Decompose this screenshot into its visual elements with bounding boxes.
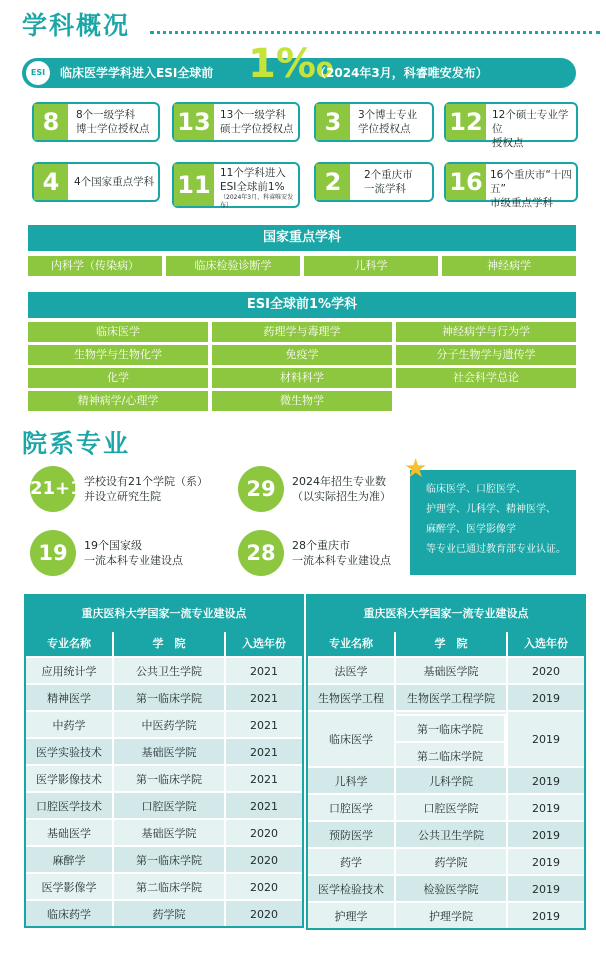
national-key-header: 国家重点学科 <box>28 225 576 251</box>
cell: 口腔医学 <box>308 793 396 820</box>
cell: 药学 <box>308 847 396 874</box>
table-row <box>308 874 584 901</box>
title-divider <box>150 31 600 34</box>
cell: 2019 <box>508 820 584 847</box>
table-row <box>308 847 584 874</box>
dept-stat-text <box>84 538 183 568</box>
accreditation-box <box>410 470 576 575</box>
departments-title-text: 院系专业 <box>22 429 131 458</box>
stat-number: 4 <box>34 164 68 200</box>
cell: 应用统计学 <box>26 656 114 683</box>
stat-number: 11 <box>174 164 214 206</box>
table-row <box>26 791 302 818</box>
esi-top-item: 材料科学 <box>212 368 392 388</box>
cell: 医学实验技术 <box>26 737 114 764</box>
dept-stat-number: 28 <box>238 530 284 576</box>
table-row <box>308 820 584 847</box>
table-title: 重庆医科大学国家一流专业建设点 <box>26 596 302 632</box>
cell: 检验医学院 <box>396 874 508 901</box>
cell: 基础医学院 <box>396 656 508 683</box>
table-row <box>308 656 584 683</box>
cell-line: 第一临床学院 <box>396 714 506 741</box>
stat-text <box>76 108 150 136</box>
cell: 法医学 <box>308 656 396 683</box>
dept-stat-line1: 28个重庆市 <box>292 539 350 552</box>
cell: 2019 <box>508 847 584 874</box>
esi-top-item: 化学 <box>28 368 208 388</box>
overview-title-text: 学科概况 <box>22 11 131 40</box>
accreditation-line: 临床医学、口腔医学、 <box>426 484 526 495</box>
table-title: 重庆医科大学国家一流专业建设点 <box>308 596 584 632</box>
cell: 2019 <box>508 793 584 820</box>
header-cell: 学 院 <box>114 632 226 656</box>
cell: 儿科学 <box>308 766 396 793</box>
stat-text <box>490 168 576 210</box>
cell: 预防医学 <box>308 820 396 847</box>
esi-top-header: ESI全球前1%学科 <box>28 292 576 318</box>
cell: 2019 <box>508 766 584 793</box>
cell: 2020 <box>508 656 584 683</box>
stat-card <box>314 102 434 142</box>
table-row <box>26 818 302 845</box>
stat-line2: ESI全球前1% <box>220 181 285 193</box>
stat-line2: 市级重点学科 <box>490 197 553 209</box>
national-key-item: 神经病学 <box>442 256 576 276</box>
cell: 2019 <box>508 683 584 710</box>
table-row <box>26 899 302 926</box>
stat-card <box>172 102 300 142</box>
cell: 医学影像学 <box>26 872 114 899</box>
cell: 第一临床学院 <box>114 764 226 791</box>
cell: 公共卫生学院 <box>396 820 508 847</box>
esi-banner <box>22 41 576 88</box>
stat-number: 3 <box>316 104 350 140</box>
table-row <box>26 872 302 899</box>
esi-logo-icon: ESI <box>26 61 50 85</box>
cell: 2019 <box>508 710 584 766</box>
cell: 生物医学工程学院 <box>396 683 508 710</box>
table-row <box>308 683 584 710</box>
stat-text <box>220 166 298 210</box>
cell: 第一临床学院 <box>114 683 226 710</box>
cell-line: 第二临床学院 <box>396 741 506 768</box>
dept-stat-line1: 2024年招生专业数 <box>292 475 386 488</box>
dept-stat-number: 21+1 <box>30 466 76 512</box>
cell: 基础医学院 <box>114 818 226 845</box>
table-header <box>308 632 584 656</box>
stat-number: 2 <box>316 164 350 200</box>
esi-top-item: 精神病学/心理学 <box>28 391 208 411</box>
table-row <box>308 766 584 793</box>
cell: 2019 <box>508 901 584 928</box>
cell: 2021 <box>226 710 302 737</box>
cell: 2021 <box>226 656 302 683</box>
cell: 口腔医学院 <box>396 793 508 820</box>
cell: 2021 <box>226 791 302 818</box>
cell: 公共卫生学院 <box>114 656 226 683</box>
program-table-right <box>306 594 586 930</box>
cell: 麻醉学 <box>26 845 114 872</box>
esi-top-item: 分子生物学与遗传学 <box>396 345 576 365</box>
table-row <box>26 656 302 683</box>
dept-stat-text <box>84 474 208 504</box>
table-body <box>308 656 584 928</box>
cell: 口腔医学技术 <box>26 791 114 818</box>
cell: 生物医学工程 <box>308 683 396 710</box>
cell: 医学影像技术 <box>26 764 114 791</box>
cell: 第二临床学院 <box>114 872 226 899</box>
stat-card <box>32 162 160 202</box>
esi-lead-text: 临床医学学科进入ESI全球前 <box>60 66 214 80</box>
header-cell: 入选年份 <box>508 632 584 656</box>
cell: 2021 <box>226 683 302 710</box>
stat-line2: 硕士学位授权点 <box>220 123 294 135</box>
dept-stat-text <box>292 538 391 568</box>
accreditation-line: 等专业已通过教育部专业认证。 <box>426 544 566 555</box>
cell: 药学院 <box>396 847 508 874</box>
stat-line2: 一流学科 <box>364 183 406 195</box>
cell: 基础医学 <box>26 818 114 845</box>
dept-stat-line2: 一流本科专业建设点 <box>84 554 183 567</box>
cell: 中医药学院 <box>114 710 226 737</box>
table-row <box>26 737 302 764</box>
stat-line2: 博士学位授权点 <box>76 123 150 135</box>
stat-line1: 13个一级学科 <box>220 109 286 121</box>
dept-stat-number: 29 <box>238 466 284 512</box>
cell: 护理学 <box>308 901 396 928</box>
stat-text <box>358 108 417 136</box>
stat-line1: 8个一级学科 <box>76 109 136 121</box>
dept-stat-line1: 学校设有21个学院（系） <box>84 475 208 488</box>
esi-top-item: 免疫学 <box>212 345 392 365</box>
stat-card <box>32 102 160 142</box>
cell: 口腔医学院 <box>114 791 226 818</box>
table-header <box>26 632 302 656</box>
cell: 2020 <box>226 872 302 899</box>
table-row <box>308 901 584 928</box>
cell: 医学检验技术 <box>308 874 396 901</box>
stat-line1: 11个学科进入 <box>220 167 286 179</box>
accreditation-line: 麻醉学、医学影像学 <box>426 524 516 535</box>
stat-line2: 学位授权点 <box>358 123 411 135</box>
departments-section-title <box>22 424 130 460</box>
esi-top-item: 神经病学与行为学 <box>396 322 576 342</box>
dept-stat-line2: （以实际招生为准） <box>292 490 391 503</box>
table-row <box>26 710 302 737</box>
cell: 2021 <box>226 737 302 764</box>
header-cell: 学 院 <box>396 632 508 656</box>
stat-line1: 4个国家重点学科 <box>74 176 155 188</box>
overview-section-title <box>22 6 130 42</box>
stat-line1: 16个重庆市“十四五” <box>490 169 572 195</box>
header-cell: 专业名称 <box>308 632 396 656</box>
header-cell: 专业名称 <box>26 632 114 656</box>
dept-stat-line2: 并设立研究生院 <box>84 490 161 503</box>
stat-text <box>492 108 576 150</box>
esi-note: （2024年3月，科睿唯安发布） <box>314 66 488 80</box>
stat-line1: 3个博士专业 <box>358 109 418 121</box>
cell: 2020 <box>226 899 302 926</box>
stat-number: 8 <box>34 104 68 140</box>
cell: 第一临床学院 <box>114 845 226 872</box>
cell: 精神医学 <box>26 683 114 710</box>
dept-stat-line2: 一流本科专业建设点 <box>292 554 391 567</box>
stat-text <box>364 168 413 196</box>
stat-number: 13 <box>174 104 214 140</box>
cell: 护理学院 <box>396 901 508 928</box>
esi-top-item: 社会科学总论 <box>396 368 576 388</box>
stat-text <box>74 175 154 189</box>
national-key-item: 儿科学 <box>304 256 438 276</box>
accreditation-line: 护理学、儿科学、精神医学、 <box>426 504 556 515</box>
esi-top-item: 微生物学 <box>212 391 392 411</box>
stat-line2: 授权点 <box>492 137 524 149</box>
national-key-item: 内科学（传染病） <box>28 256 162 276</box>
cell: 基础医学院 <box>114 737 226 764</box>
table-body <box>26 656 302 926</box>
stat-text <box>220 108 294 136</box>
esi-top-item: 生物学与生物化学 <box>28 345 208 365</box>
header-cell: 入选年份 <box>226 632 302 656</box>
table-row <box>308 793 584 820</box>
cell: 2020 <box>226 845 302 872</box>
stat-number: 12 <box>446 104 486 140</box>
cell: 药学院 <box>114 899 226 926</box>
cell <box>396 710 508 766</box>
program-table-left <box>24 594 304 928</box>
table-row <box>26 764 302 791</box>
cell: 中药学 <box>26 710 114 737</box>
national-key-item: 临床检验诊断学 <box>166 256 300 276</box>
star-icon: ★ <box>404 454 428 484</box>
dept-stat-number: 19 <box>30 530 76 576</box>
stat-card <box>172 162 300 208</box>
stat-card <box>444 102 578 149</box>
dept-stat-line1: 19个国家级 <box>84 539 142 552</box>
table-row <box>308 710 584 766</box>
stat-card <box>314 162 434 202</box>
esi-top-item: 临床医学 <box>28 322 208 342</box>
stat-line1: 12个硕士专业学位 <box>492 109 569 135</box>
dept-stat-text <box>292 474 391 504</box>
stat-footnote: （2024年3月，科睿唯安发布） <box>220 194 294 209</box>
esi-per-mille: 1‰ <box>248 41 334 87</box>
cell: 2019 <box>508 874 584 901</box>
cell: 临床医学 <box>308 710 396 766</box>
table-row <box>26 683 302 710</box>
stat-number: 16 <box>446 164 486 200</box>
table-row <box>26 845 302 872</box>
stat-line1: 2个重庆市 <box>364 169 413 181</box>
stat-card <box>444 162 578 209</box>
cell: 2021 <box>226 764 302 791</box>
cell: 临床药学 <box>26 899 114 926</box>
cell: 2020 <box>226 818 302 845</box>
cell: 儿科学院 <box>396 766 508 793</box>
esi-top-item: 药理学与毒理学 <box>212 322 392 342</box>
